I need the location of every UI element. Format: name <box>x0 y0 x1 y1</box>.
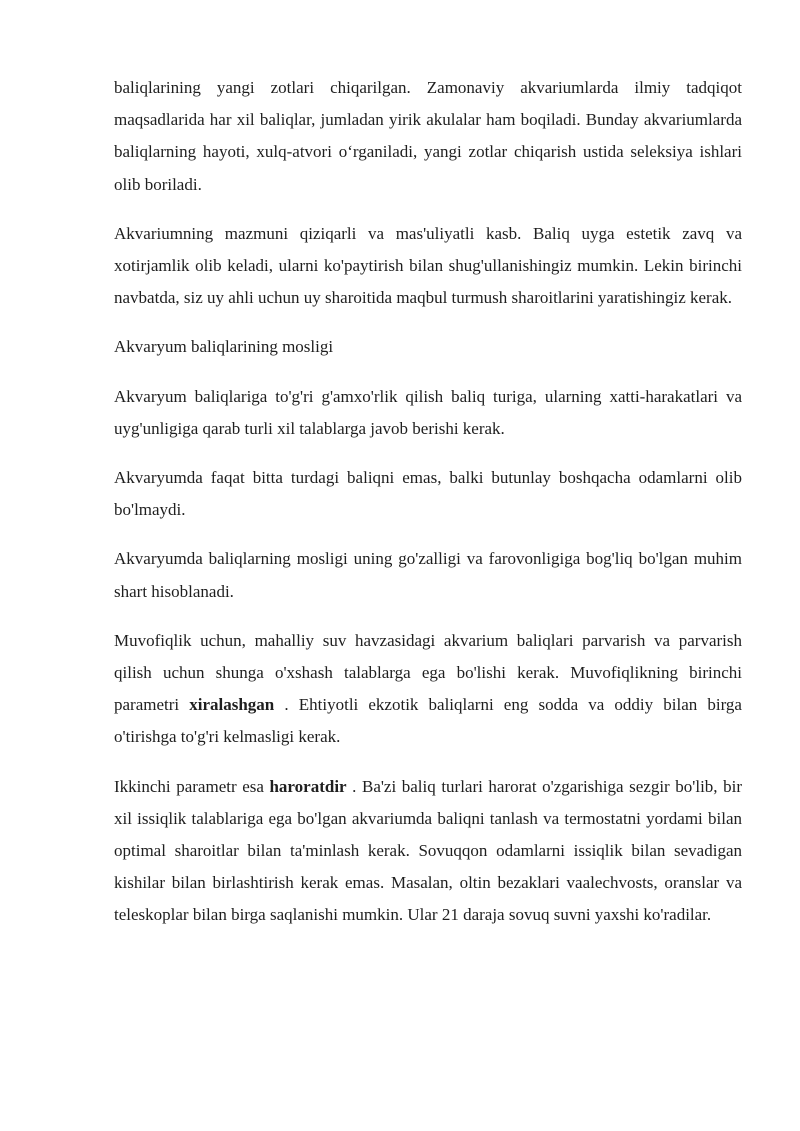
paragraph-7 <box>114 771 742 932</box>
paragraph-4: Akvaryumda faqat bitta turdagi baliqni emas, balki butunlay boshqacha odamlarni olib bo'lmaydi. <box>114 468 742 520</box>
paragraph-6 <box>114 625 742 754</box>
paragraph-7-text-start: Ikkinchi parametr esa <box>114 776 270 796</box>
paragraph-1: baliqlarining yangi zotlari chiqarilgan. Zamonaviy akvariumlarda ilmiy tadqiqot maqsadlarida har xil baliqlar, jumladan yirik akulalar ham boqiladi. Bunday akvariumlarda baliqlarning hayoti, xulq-atvori o‘rganiladi, yangi zotlar chiqarish ustida seleksiya ishlari olib boriladi. <box>114 78 742 194</box>
paragraph-2: Akvariumning mazmuni qiziqarli va mas'uliyatli kasb. Baliq uyga estetik zavq va xotirjamlik olib keladi, ularni ko'paytirish bilan shug'ullanishingiz mumkin. Lekin birinchi navbatda, siz uy ahli uchun uy sharoitida maqbul turmush sharoitlarini yaratishingiz kerak. <box>114 223 742 308</box>
paragraph-7-text-end: . Ba'zi baliq turlari harorat o'zgarishiga sezgir bo'lib, bir xil issiqlik talablariga ega bo'lgan akvariumda baliqni tanlash va termostatni yordami bilan optimal sharoitlar bilan ta'minlash kerak. Sovuqqon odamlarni issiqlik bilan sevadigan kishilar bilan birlashtirish kerak emas. Masalan, oltin bezaklari vaalechvosts, oranslar va teleskoplar bilan birga saqlanishi mumkin. Ular 21 daraja sovuq suvni yaxshi ko'radilar. <box>114 776 742 925</box>
paragraph-7-bold-term: haroratdir <box>269 776 347 796</box>
paragraph-5: Akvaryumda baliqlarning mosligi uning go'zalligi va farovonligiga bog'liq bo'lgan muhim shart hisoblanadi. <box>114 549 742 601</box>
section-heading: Akvaryum baliqlarining mosligi <box>114 337 334 357</box>
paragraph-6-bold-term: xiralashgan <box>189 695 275 715</box>
paragraph-3: Akvaryum baliqlariga to'g'ri g'amxo'rlik qilish baliq turiga, ularning xatti-harakatlari va uyg'unligiga qarab turli xil talablarga javob berishi kerak. <box>114 386 742 438</box>
paragraph-6-text-end: . Ehtiyotli ekzotik baliqlarni eng sodda va oddiy bilan birga o'tirishga to'g'ri kelmasligi kerak. <box>114 695 742 747</box>
document-page <box>114 72 742 949</box>
paragraph-6-text-start: Muvofiqlik uchun, mahalliy suv havzasidagi akvarium baliqlari parvarish va parvarish qilish uchun shunga o'xshash talablarga ega bo'lishi kerak. Muvofiqlikning birinchi parametri <box>114 630 742 715</box>
